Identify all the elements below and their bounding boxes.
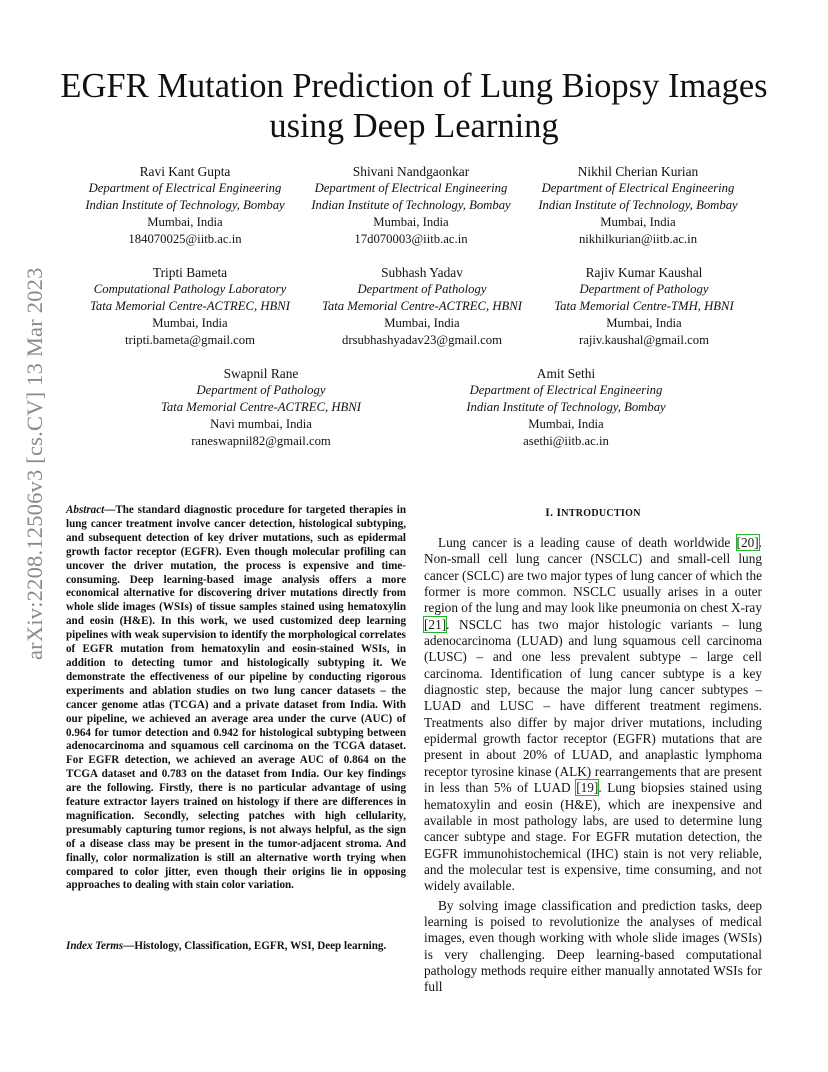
author-institution: Tata Memorial Centre-ACTREC, HBNI [90, 299, 290, 313]
author-block [296, 163, 526, 248]
author-city: Mumbai, India [147, 215, 223, 229]
author-department: Department of Pathology [196, 383, 326, 397]
introduction-body [424, 535, 762, 996]
section-title-rest: NTRODUCTION [561, 508, 641, 519]
author-name: Subhash Yadav [381, 265, 463, 280]
section-heading-introduction [424, 506, 762, 519]
author-email: nikhilkurian@iitb.ac.in [578, 232, 698, 246]
arxiv-stamp-text: arXiv:2208.12506v3 [cs.CV] 13 Mar 2023 [22, 267, 47, 660]
paper-title [60, 66, 768, 146]
author-name: Tripti Bameta [152, 265, 228, 280]
author-block [146, 365, 376, 450]
author-city: Mumbai, India [528, 417, 604, 431]
author-name: Ravi Kant Gupta [139, 164, 231, 179]
author-city: Navi mumbai, India [210, 417, 312, 431]
intro-paragraph-1 [424, 535, 762, 895]
author-name: Swapnil Rane [223, 366, 299, 381]
title-line-1: EGFR Mutation Prediction of Lung Biopsy Images [60, 67, 768, 105]
citation-link[interactable]: [20] [736, 535, 759, 550]
intro-paragraph-2: By solving image classification and prediction tasks, deep learning is poised to revolutionize the analyses of medical images, even though working with whole slide images (WSIs) is very challenging. Deep learning-based computational pathology methods require either manually annotated WSIs for full [424, 897, 762, 995]
title-line-2: using Deep Learning [269, 107, 559, 145]
author-email: 184070025@iitb.ac.in [128, 232, 242, 246]
author-institution: Tata Memorial Centre-TMH, HBNI [554, 299, 734, 313]
author-city: Mumbai, India [606, 316, 682, 330]
author-department: Department of Electrical Engineering [541, 181, 735, 195]
author-department: Department of Electrical Engineering [88, 181, 282, 195]
intro-text: . Lung biopsies stained using hematoxylin and eosin (H&E), which are inexpensive and available in most pathology labs, are used to determine lung cancer subtype and stage. For EGFR mutation detection, the EGFR immunohistochemical (IHC) stain is not very reliable, and the molecular test is expensive, time consuming, and not widely available. [424, 780, 762, 894]
author-institution: Indian Institute of Technology, Bombay [538, 198, 738, 212]
intro-text: . NSCLC has two major histologic variants – lung adenocarcinoma (LUAD) and lung squamous cell carcinoma (LUSC) – and one less prevalent subtype – large cell carcinoma. Identification of lung cancer subtype is a key diagnostic step, because the major lung cancer subtypes – LUAD and LUSC – have different treatment regimens. Treatments also differ by major driver mutations, including epidermal growth factor receptor (EGFR) mutations that are present in about 20% of LUAD, and anaplastic lymphoma receptor tyrosine kinase (ALK) rearrangements that are present in less than 5% of LUAD [424, 616, 762, 796]
author-block [307, 264, 537, 349]
author-department: Computational Pathology Laboratory [93, 282, 287, 296]
index-terms [66, 940, 406, 954]
author-institution: Indian Institute of Technology, Bombay [85, 198, 285, 212]
intro-text: . Non-small cell lung cancer (NSCLC) and small-cell lung cancer (SCLC) are two major types of lung cancer of which the former is more common. NSCLC usually arises in a outer region of the lung and may look like pneumonia on chest X-ray [424, 535, 762, 616]
abstract-text: —The standard diagnostic procedure for targeted therapies in lung cancer treatment involve cancer detection, histological subtyping, and subsequent detection of key driver mutations, such as epidermal growth factor receptor (EGFR). Even though molecular profiling can uncover the driver mutation, the process is expensive and time-consuming. Deep learning-based image analysis offers a more economical alternative for discovering driver mutations directly from whole slide images (WSIs) of tissue samples stained using hematoxylin and eosin (H&E). In this work, we used customized deep learning pipelines with weak supervision to identify the morphological correlates of EGFR mutation from hematoxylin and eosin-stained WSIs, in addition to detecting tumor and histologically subtyping it. We demonstrate the effectiveness of our pipeline by conducting rigorous experiments and ablation studies on two lung cancer datasets – the cancer genome atlas (TCGA) and a private dataset from India. With our pipeline, we achieved an average area under the curve (AUC) of 0.964 for tumor detection and 0.942 for histological subtyping between adenocarcinoma and squamous cell carcinoma on the TCGA dataset. For EGFR detection, we achieved an average AUC of 0.864 on the TCGA dataset and 0.783 on the dataset from India. Our key findings are the following. Firstly, there is no particular advantage of using feature extractor layers trained on histology if there are differences in magnification. Secondly, selecting patches with high cellularity, presumably capturing tumor regions, is not always helpful, as the sign of a disease class may be present in the tumor-adjacent stroma. And finally, color normalization is still an alternative worth trying when compared to color jitter, even though their origins lie in opposing approaches to dealing with stain color variation. [66, 504, 406, 892]
author-name: Shivani Nandgaonkar [352, 164, 470, 179]
abstract-label: Abstract [66, 504, 105, 516]
author-institution: Indian Institute of Technology, Bombay [466, 400, 666, 414]
citation-link[interactable]: [19] [576, 780, 599, 796]
author-name: Nikhil Cherian Kurian [577, 164, 699, 179]
index-terms-label: Index Terms [66, 940, 124, 952]
author-email: tripti.bameta@gmail.com [124, 333, 256, 347]
author-institution: Tata Memorial Centre-ACTREC, HBNI [322, 299, 522, 313]
author-email: drsubhashyadav23@gmail.com [341, 333, 503, 347]
author-department: Department of Electrical Engineering [314, 181, 508, 195]
abstract [66, 504, 406, 893]
author-name: Rajiv Kumar Kaushal [585, 265, 703, 280]
author-block [70, 163, 300, 248]
author-email: 17d070003@iitb.ac.in [354, 232, 468, 246]
author-city: Mumbai, India [373, 215, 449, 229]
author-block [523, 163, 753, 248]
author-block [75, 264, 305, 349]
author-department: Department of Electrical Engineering [469, 383, 663, 397]
author-department: Department of Pathology [357, 282, 487, 296]
author-name: Amit Sethi [536, 366, 596, 381]
author-block [529, 264, 759, 349]
citation-link[interactable]: [21] [424, 616, 447, 632]
author-department: Department of Pathology [579, 282, 709, 296]
author-email: rajiv.kaushal@gmail.com [579, 333, 709, 347]
index-terms-text: —Histology, Classification, EGFR, WSI, Deep learning. [123, 940, 387, 952]
intro-text: Lung cancer is a leading cause of death worldwide [438, 535, 737, 550]
author-email: asethi@iitb.ac.in [523, 434, 609, 448]
author-email: raneswapnil82@gmail.com [191, 434, 331, 448]
author-institution: Tata Memorial Centre-ACTREC, HBNI [161, 400, 361, 414]
author-city: Mumbai, India [600, 215, 676, 229]
section-numeral: I. [545, 506, 557, 519]
author-city: Mumbai, India [152, 316, 228, 330]
author-city: Mumbai, India [384, 316, 460, 330]
author-institution: Indian Institute of Technology, Bombay [311, 198, 511, 212]
section-title-initial: I [556, 506, 562, 519]
author-block [451, 365, 681, 450]
